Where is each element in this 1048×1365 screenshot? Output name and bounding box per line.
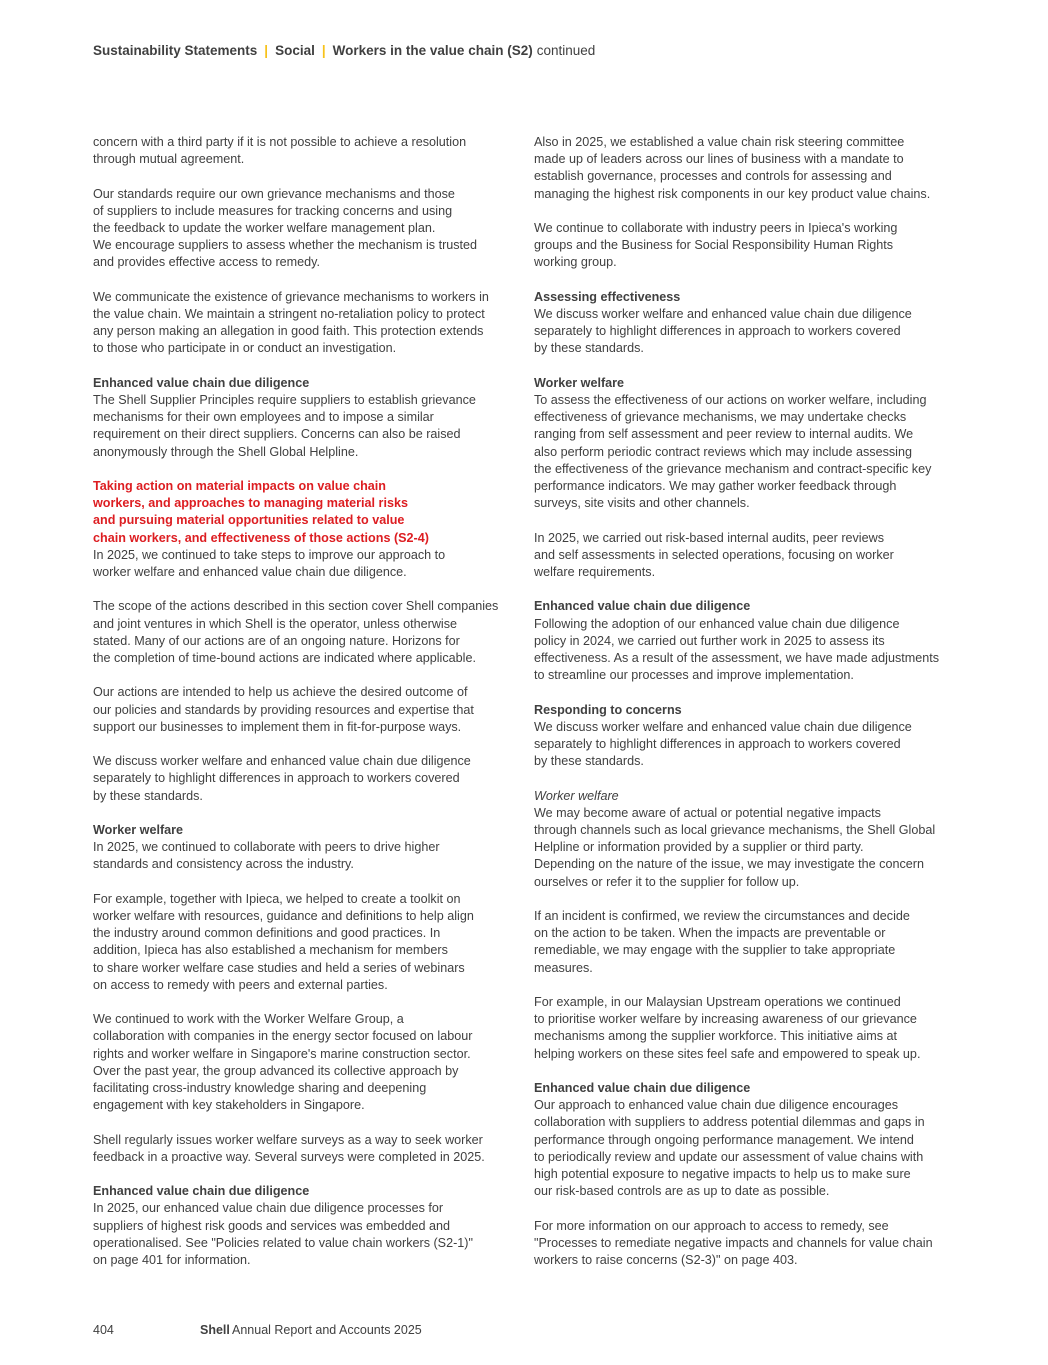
subheading: Worker welfare [534, 375, 625, 390]
paragraph: For example, in our Malaysian Upstream operations we continued to prioritise worker welfare by increasing awareness of our grievance mechanisms among the supplier workforce. This initiative aims at helping workers on these sites feel safe and empowered to speak up. [534, 995, 921, 1061]
section-heading: Taking action on material impacts on value chain workers, and approaches to managing material risks and pursuing material opportunities related to value chain workers, and effectiveness of those actions (S2-4) [93, 479, 429, 545]
paragraph: The scope of the actions described in this section cover Shell companies and joint ventures in which Shell is the operator, unless otherwise stated. Many of our actions are of an ongoing nature. Horizons for the completion of time-bound actions are indicated where applicable. [93, 599, 499, 666]
paragraph: We continued to work with the Worker Welfare Group, a collaboration with companies in the energy sector focused on labour rights and worker welfare in Singapore's marine construction sector. Over the past year, the group advanced its collective approach by facilitating cross-industry knowledge sharing and deepening engagement with key stakeholders in Singapore. [93, 1012, 473, 1113]
paragraph: The Shell Supplier Principles require suppliers to establish grievance mechanisms for their own employees and to impose a similar requirement on their direct suppliers. Concerns can also be raised anonymously through the Shell Global Helpline. [93, 393, 476, 459]
paragraph: We discuss worker welfare and enhanced value chain due diligence separately to highlight differences in approach to workers covered by these standards. [534, 307, 912, 356]
header-section: Sustainability Statements [93, 43, 258, 58]
paragraph: In 2025, our enhanced value chain due diligence processes for suppliers of highest risk goods and services was embedded and operationalised. See "Policies related to value chain workers (S2-1)" on page 401 for information. [93, 1201, 473, 1268]
paragraph: Shell regularly issues worker welfare surveys as a way to seek worker feedback in a proactive way. Several surveys were completed in 2025. [93, 1132, 485, 1164]
subheading: Assessing effectiveness [534, 289, 681, 304]
page-number: 404 [93, 1323, 114, 1337]
subheading: Responding to concerns [534, 702, 682, 717]
subheading: Enhanced value chain due diligence [534, 599, 751, 614]
paragraph: For more information on our approach to access to remedy, see "Processes to remediate negative impacts and channels for value chain workers to raise concerns (S2-3)" on page 403. [534, 1218, 933, 1268]
paragraph: Our standards require our own grievance mechanisms and those of suppliers to include measures for tracking concerns and using the feedback to update the worker welfare management plan. We encourage suppliers to assess whether the mechanism is trusted and provides effective access to remedy. [93, 186, 478, 270]
paragraph: In 2025, we continued to collaborate with peers to drive higher standards and consistency across the industry. [93, 840, 440, 872]
subheading: Enhanced value chain due diligence [534, 1081, 751, 1096]
footer-brand: Shell [200, 1323, 230, 1337]
paragraph: In 2025, we continued to take steps to improve our approach to worker welfare and enhanced value chain due diligence. [93, 547, 446, 580]
paragraph: In 2025, we carried out risk-based internal audits, peer reviews and self assessments in selected operations, focusing on worker welfare requirements. [534, 530, 894, 580]
paragraph: Our approach to enhanced value chain due diligence encourages collaboration with suppliers to address potential dilemmas and gaps in performance through ongoing performance management. We intend to periodically review and update our assessment of value chains with high potential exposure to negative impacts to help us to make sure our risk-based controls are as up to date as possible. [534, 1098, 925, 1199]
paragraph: For example, together with Ipieca, we helped to create a toolkit on worker welfare with resources, guidance and definitions to help align the industry around common definitions and good practices. In addition, Ipieca has also established a mechanism for members to share worker welfare case studies and held a series of webinars on access to remedy with peers and external parties. [93, 891, 474, 992]
paragraph: We discuss worker welfare and enhanced value chain due diligence separately to highlight differences in approach to workers covered by these standards. [93, 754, 471, 803]
paragraph: If an incident is confirmed, we review the circumstances and decide on the action to be taken. When the impacts are preventable or remediable, we may engage with the supplier to take appropriate measures. [534, 909, 910, 975]
subheading: Enhanced value chain due diligence [93, 375, 310, 390]
paragraph: We continue to collaborate with industry peers in Ipieca's working groups and the Business for Social Responsibility Human Rights working group. [534, 221, 898, 270]
subheading: Worker welfare [93, 823, 184, 837]
paragraph: Following the adoption of our enhanced value chain due diligence policy in 2024, we carried out further work in 2025 to assess its effectiveness. As a result of the assessment, we have made adjustments to streamline our processes and improve implementation. [534, 616, 940, 683]
paragraph: We discuss worker welfare and enhanced value chain due diligence separately to highlight differences in approach to workers covered by these standards. [534, 719, 912, 769]
header-separator: | [264, 43, 269, 58]
paragraph: To assess the effectiveness of our actions on worker welfare, including effectiveness of grievance mechanisms, we may undertake checks ranging from self assessment and peer review to internal audits. We also perform periodic contract reviews which may include assessing the effectiveness of the grievance mechanism and contract-specific key performance indicators. We may gather worker feedback through surveys, site visits and other channels. [534, 393, 932, 511]
left-column [93, 134, 517, 1286]
header-topic: Workers in the value chain (S2) [332, 43, 533, 58]
header-separator: | [321, 43, 326, 58]
header-continued: continued [536, 43, 596, 58]
paragraph: concern with a third party if it is not possible to achieve a resolution through mutual agreement. [93, 135, 467, 167]
paragraph: We may become aware of actual or potential negative impacts through channels such as local grievance mechanisms, the Shell Global Helpline or information provided by a supplier or third party. Depending on the nature of the issue, we may investigate the concern ourselves or refer it to the supplier for follow up. [534, 805, 936, 889]
right-column [534, 134, 958, 1286]
paragraph: We communicate the existence of grievance mechanisms to workers in the value chain. We maintain a stringent no-retaliation policy to protect any person making an allegation in good faith. This protection extends to those who participate in or conduct an investigation. [93, 289, 489, 356]
paragraph: Also in 2025, we established a value chain risk steering committee made up of leaders across our lines of business with a mandate to establish governance, processes and controls for assessing and managing the highest risk components in our key product value chains. [534, 135, 931, 201]
italic-subheading: Worker welfare [534, 788, 619, 803]
header-subsection: Social [275, 43, 315, 58]
running-header [93, 43, 595, 58]
footer-report-title: Annual Report and Accounts 2025 [232, 1323, 422, 1337]
paragraph: Our actions are intended to help us achieve the desired outcome of our policies and standards by providing resources and expertise that support our businesses to implement them in fit-for-purpose ways. [93, 685, 474, 734]
subheading: Enhanced value chain due diligence [93, 1184, 310, 1199]
